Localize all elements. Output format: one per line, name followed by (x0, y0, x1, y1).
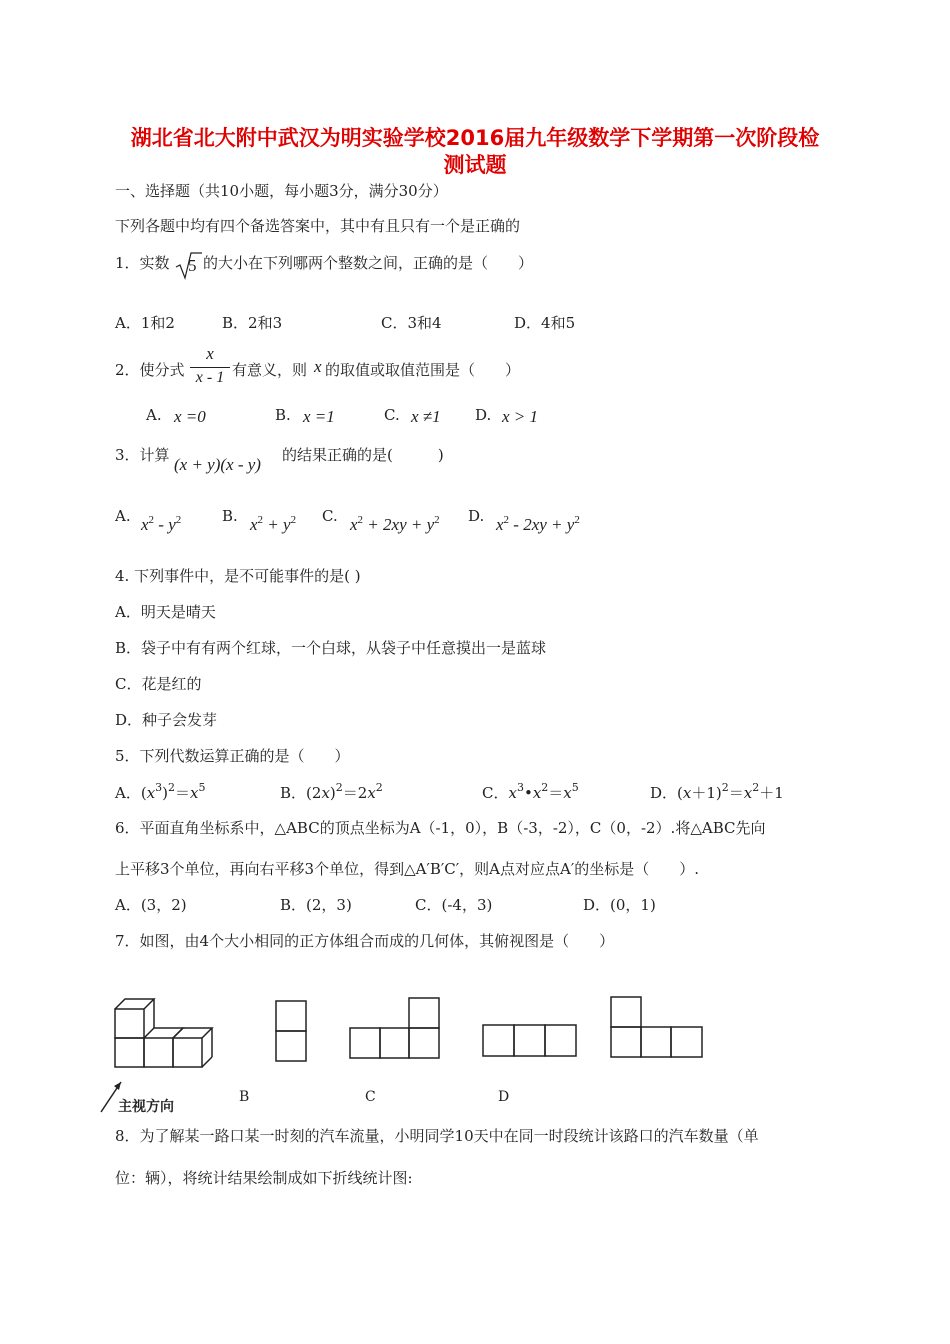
q4-option-c[interactable]: C．花是红的 (115, 675, 202, 693)
q6-option-b[interactable]: B．(2，3) (280, 896, 352, 914)
q7-label-d: D (498, 1089, 510, 1105)
q2-suffix-a: 有意义，则 (232, 361, 308, 379)
q1-option-b[interactable]: B．2和3 (222, 314, 283, 332)
q5-option-a[interactable]: A．$(x^3)^2=x^5$ (115, 781, 206, 802)
q2-numerator: x (206, 344, 214, 363)
section-heading: 一、选择题（共10小题，每小题3分，满分30分） (115, 182, 448, 200)
q4-option-d[interactable]: D．种子会发芽 (115, 711, 218, 729)
q2-option-d[interactable]: x > 1 (502, 407, 539, 426)
page-title-line2: 测试题 (443, 153, 507, 177)
q7-label-c: C (365, 1089, 376, 1105)
q3-option-c-letter[interactable]: C. (322, 507, 338, 525)
q6-line2: 上平移3个单位，再向右平移3个单位，得到△A′B′C′，则A点对应点A′的坐标是（ ）. (115, 860, 700, 878)
q1-radicand: 5 (188, 256, 197, 275)
q6-line1: 6．平面直角坐标系中，△ABC的顶点坐标为A（-1，0），B（-3，-2），C（0，-2）.将△ABC先向 (115, 819, 766, 837)
q2-var: x (314, 357, 322, 376)
q7-option-d-figure[interactable] (610, 996, 705, 1058)
q3-option-c[interactable]: $x^2 + 2xy + y^2$ (350, 514, 440, 534)
q4-option-b[interactable]: B．袋子中有有两个红球，一个白球，从袋子中任意摸出一是蓝球 (115, 639, 547, 657)
q3-option-d-letter[interactable]: D. (468, 507, 485, 525)
q5-option-b[interactable]: B．$(2x)^2=2x^2$ (280, 781, 383, 802)
q6-option-d[interactable]: D．(0，1) (583, 896, 656, 914)
q1-suffix: 的大小在下列哪两个整数之间，正确的是（ ） (203, 254, 534, 272)
q2-denominator: x - 1 (195, 369, 225, 386)
cube-solid-figure (95, 980, 225, 1115)
q7-option-b-figure[interactable] (349, 997, 441, 1059)
q3-suffix: 的结果正确的是( ) (282, 446, 444, 464)
q3-option-d[interactable]: $x^2 - 2xy + y^2$ (496, 514, 580, 534)
q2-option-a[interactable]: x =0 (174, 407, 206, 426)
q5-option-d[interactable]: D．$(x+1)^2=x^2+1$ (650, 781, 784, 802)
q2-option-b-letter[interactable]: B. (275, 406, 291, 424)
q2-option-b[interactable]: x =1 (303, 407, 335, 426)
q2-prefix: 2．使分式 (115, 361, 185, 379)
q7-stem: 7．如图，由4个大小相同的正方体组合而成的几何体，其俯视图是（ ） (115, 932, 615, 950)
q2-suffix-b: 的取值或取值范围是（ ） (325, 361, 521, 379)
q5-stem: 5．下列代数运算正确的是（ ） (115, 747, 350, 765)
q2-option-c-letter[interactable]: C. (384, 406, 400, 424)
q6-option-a[interactable]: A．(3，2) (115, 896, 187, 914)
q3-option-a[interactable]: $x^2 - y^2$ (141, 514, 182, 534)
q3-option-a-letter[interactable]: A. (115, 507, 131, 525)
q2-option-c[interactable]: x ≠1 (411, 407, 441, 426)
q1-option-d[interactable]: D．4和5 (514, 314, 576, 332)
q5-option-c[interactable]: C．$x^3•x^2=x^5$ (482, 781, 579, 802)
q3-expression: (x + y)(x - y) (174, 455, 261, 474)
q1-prefix: 1．实数 (115, 254, 170, 272)
q8-line1: 8．为了解某一路口某一时刻的汽车流量，小明同学10天中在同一时段统计该路口的汽车数量（单 (115, 1127, 759, 1145)
q4-option-a[interactable]: A．明天是晴天 (115, 603, 216, 621)
q3-prefix: 3．计算 (115, 446, 170, 464)
q2-option-d-letter[interactable]: D. (475, 406, 492, 424)
page-title-line1: 湖北省北大附中武汉为明实验学校2016届九年级数学下学期第一次阶段检 (130, 126, 820, 150)
q2-fraction-bar (190, 367, 230, 368)
direction-label: 主视方向 (118, 1099, 174, 1115)
q7-label-b: B (239, 1089, 250, 1105)
q3-option-b[interactable]: $x^2 + y^2$ (250, 514, 297, 534)
q2-option-a-letter[interactable]: A. (146, 406, 162, 424)
q7-option-a-figure[interactable] (275, 1000, 307, 1062)
q1-option-a[interactable]: A．1和2 (115, 314, 175, 332)
q7-option-c-figure[interactable] (482, 1024, 578, 1058)
q3-option-b-letter[interactable]: B. (222, 507, 238, 525)
q6-option-c[interactable]: C．(-4，3) (415, 896, 493, 914)
q4-stem: 4. 下列事件中，是不可能事件的是( ) (115, 567, 361, 585)
instructions: 下列各题中均有四个备选答案中，其中有且只有一个是正确的 (115, 217, 521, 235)
q8-line2: 位：辆），将统计结果绘制成如下折线统计图: (115, 1169, 413, 1187)
q1-option-c[interactable]: C．3和4 (381, 314, 442, 332)
